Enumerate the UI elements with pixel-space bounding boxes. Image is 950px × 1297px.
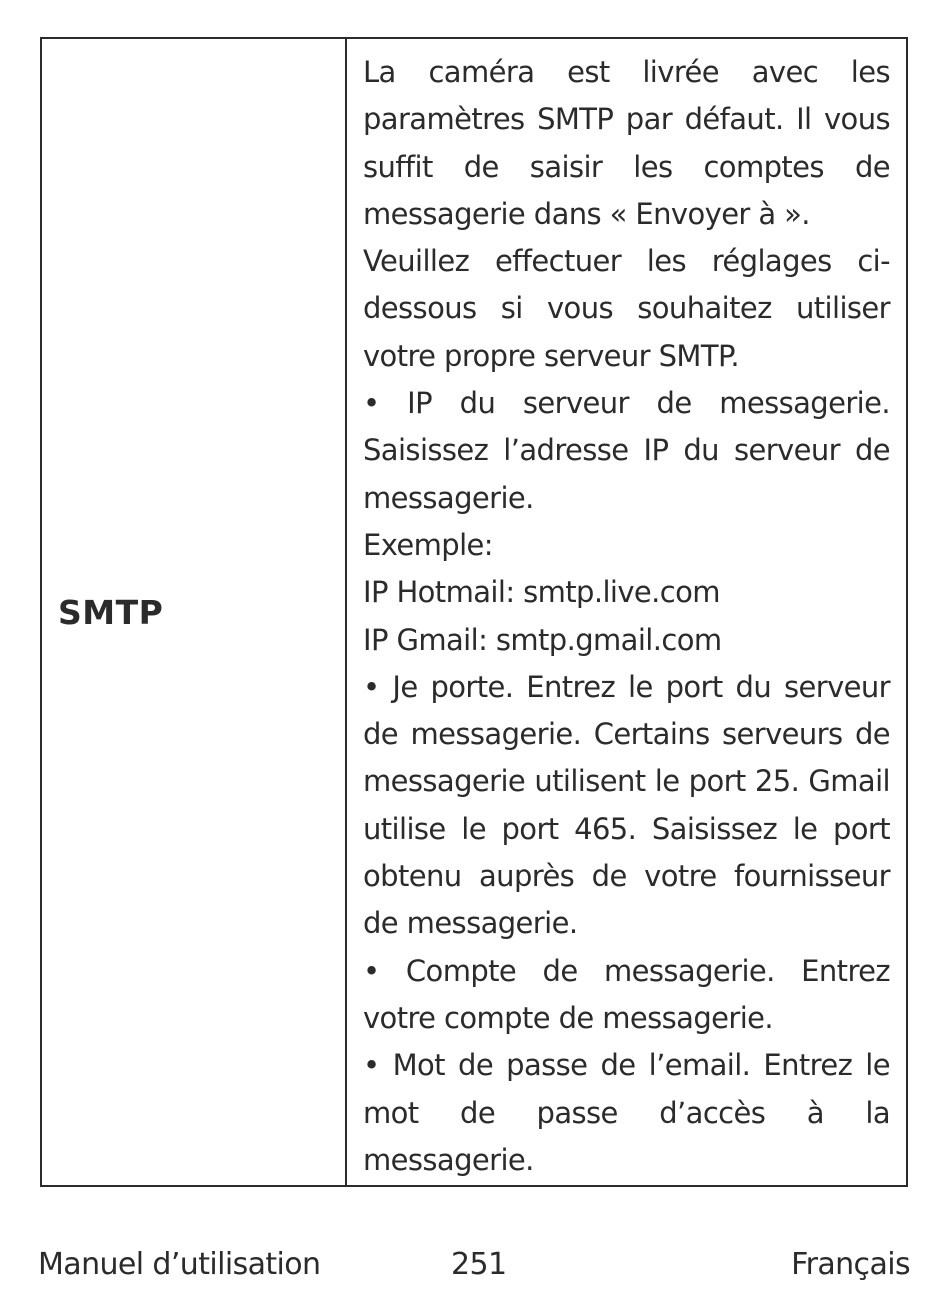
page-number: 251 <box>451 1247 507 1282</box>
smtp-settings-table <box>40 37 908 1187</box>
setting-description-cell <box>347 39 906 1185</box>
manual-title: Manuel d’utilisation <box>38 1247 321 1282</box>
mail-password-item: • Mot de passe de l’email. Entrez le mot de passe d’accès à la messagerie. <box>363 1048 890 1177</box>
setting-label-cell <box>42 39 347 1185</box>
mail-server-port-item: • Je porte. Entrez le port du serveur de messagerie. Certains serveurs de messagerie utilisent le port 25. Gmail utilise le port 465. Saisissez le port obtenu auprès de votre fournisseur de messagerie. <box>363 669 890 941</box>
example-heading: Exemple: <box>363 527 493 562</box>
language-label: Français <box>791 1247 910 1282</box>
example-gmail: IP Gmail: smtp.gmail.com <box>363 622 722 657</box>
description-paragraph: La caméra est livrée avec les paramètres SMTP par défaut. Il vous suffit de saisir les comptes de messagerie dans « Envoyer à ». <box>363 55 890 231</box>
mail-account-item: • Compte de messagerie. Entrez votre compte de messagerie. <box>363 953 890 1035</box>
setting-label: SMTP <box>58 592 164 632</box>
description-paragraph: Veuillez effectuer les réglages ci-dessous si vous souhaitez utiliser votre propre serveur SMTP. <box>363 244 890 373</box>
page-footer <box>38 1247 910 1291</box>
mail-server-ip-item: • IP du serveur de messagerie. Saisissez l’adresse IP du serveur de messagerie. <box>363 386 890 515</box>
example-hotmail: IP Hotmail: smtp.live.com <box>363 575 720 610</box>
